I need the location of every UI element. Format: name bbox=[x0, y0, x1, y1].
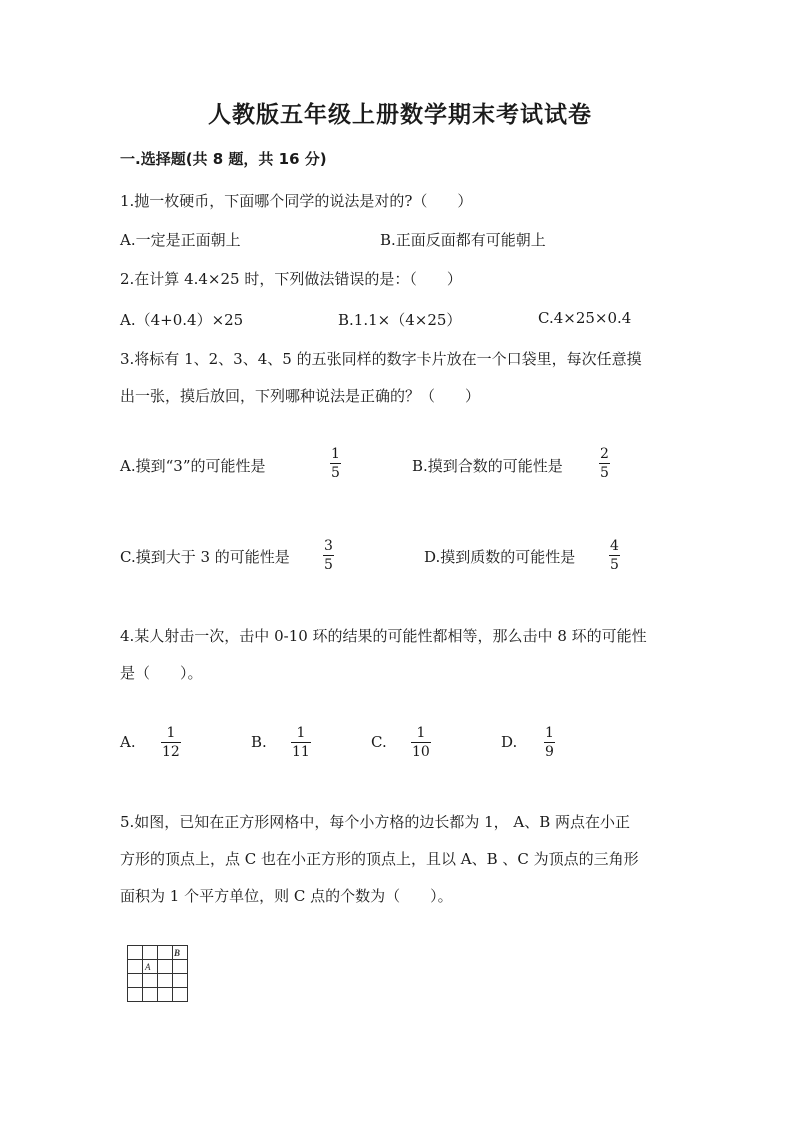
question-4-option-a: A. bbox=[120, 733, 136, 751]
section-heading: 一.选择题(共 8 题，共 16 分) bbox=[120, 150, 327, 168]
question-1-option-b: B.正面反面都有可能朝上 bbox=[380, 231, 546, 249]
fraction-denominator: 5 bbox=[610, 557, 619, 573]
question-3-option-b: B.摸到合数的可能性是 bbox=[412, 457, 563, 475]
question-5-stem-line-1: 5.如图，已知在正方形网格中，每个小方格的边长都为 1， A、B 两点在小正 bbox=[120, 813, 631, 831]
square-grid-figure bbox=[127, 945, 191, 1009]
question-2-stem: 2.在计算 4.4×25 时，下列做法错误的是：（ ） bbox=[120, 270, 462, 288]
question-4-option-b-fraction bbox=[291, 725, 311, 760]
question-3-option-b-fraction bbox=[599, 446, 610, 481]
fraction-numerator: 1 bbox=[416, 725, 426, 741]
question-5-stem-line-2: 方形的顶点上，点 C 也在小正方形的顶点上，且以 A、B 、C 为顶点的三角形 bbox=[120, 850, 639, 868]
fraction-denominator: 5 bbox=[331, 465, 340, 481]
question-4-option-c-fraction bbox=[411, 725, 431, 760]
question-3-option-d-fraction bbox=[609, 538, 620, 573]
question-4-option-b: B. bbox=[251, 733, 267, 751]
fraction-denominator: 12 bbox=[162, 744, 180, 760]
grid-point-a-label: A bbox=[145, 962, 151, 972]
question-3-option-a-fraction bbox=[330, 446, 341, 481]
question-4-option-d-fraction bbox=[544, 725, 555, 760]
question-3-option-d: D.摸到质数的可能性是 bbox=[424, 548, 576, 566]
fraction-numerator: 3 bbox=[324, 538, 333, 554]
question-1-option-a: A.一定是正面朝上 bbox=[120, 231, 241, 249]
grid-svg bbox=[127, 945, 191, 1005]
fraction-numerator: 1 bbox=[331, 446, 340, 462]
question-1-stem: 1.抛一枚硬币，下面哪个同学的说法是对的?（ ） bbox=[120, 192, 473, 210]
question-4-option-c: C. bbox=[371, 733, 387, 751]
fraction-numerator: 2 bbox=[600, 446, 609, 462]
question-4-option-a-fraction bbox=[161, 725, 181, 760]
fraction-denominator: 11 bbox=[292, 744, 310, 760]
question-5-stem-line-3: 面积为 1 个平方单位，则 C 点的个数为（ ）。 bbox=[120, 887, 453, 905]
question-4-option-d: D. bbox=[501, 733, 518, 751]
fraction-numerator: 1 bbox=[166, 725, 176, 741]
fraction-numerator: 4 bbox=[610, 538, 619, 554]
question-2-option-c: C.4×25×0.4 bbox=[538, 309, 632, 327]
question-3-stem-line-2: 出一张，摸后放回，下列哪种说法是正确的？（ ） bbox=[120, 387, 481, 405]
question-3-option-c-fraction bbox=[323, 538, 334, 573]
question-3-option-c: C.摸到大于 3 的可能性是 bbox=[120, 548, 290, 566]
question-2-option-b: B.1.1×（4×25） bbox=[338, 311, 462, 329]
page-title: 人教版五年级上册数学期末考试试卷 bbox=[208, 102, 592, 128]
question-4-stem-line-2: 是（ ）。 bbox=[120, 664, 203, 682]
fraction-denominator: 5 bbox=[324, 557, 333, 573]
fraction-denominator: 5 bbox=[600, 465, 609, 481]
fraction-denominator: 9 bbox=[545, 744, 554, 760]
question-4-stem-line-1: 4.某人射击一次，击中 0-10 环的结果的可能性都相等，那么击中 8 环的可能性 bbox=[120, 627, 647, 645]
question-2-option-a: A.（4+0.4）×25 bbox=[120, 311, 244, 329]
grid-point-b-label: B bbox=[174, 948, 181, 958]
fraction-denominator: 10 bbox=[412, 744, 430, 760]
question-3-option-a: A.摸到“3”的可能性是 bbox=[120, 457, 266, 475]
fraction-numerator: 1 bbox=[545, 725, 554, 741]
question-3-stem-line-1: 3.将标有 1、2、3、4、5 的五张同样的数字卡片放在一个口袋里，每次任意摸 bbox=[120, 350, 642, 368]
fraction-numerator: 1 bbox=[296, 725, 306, 741]
